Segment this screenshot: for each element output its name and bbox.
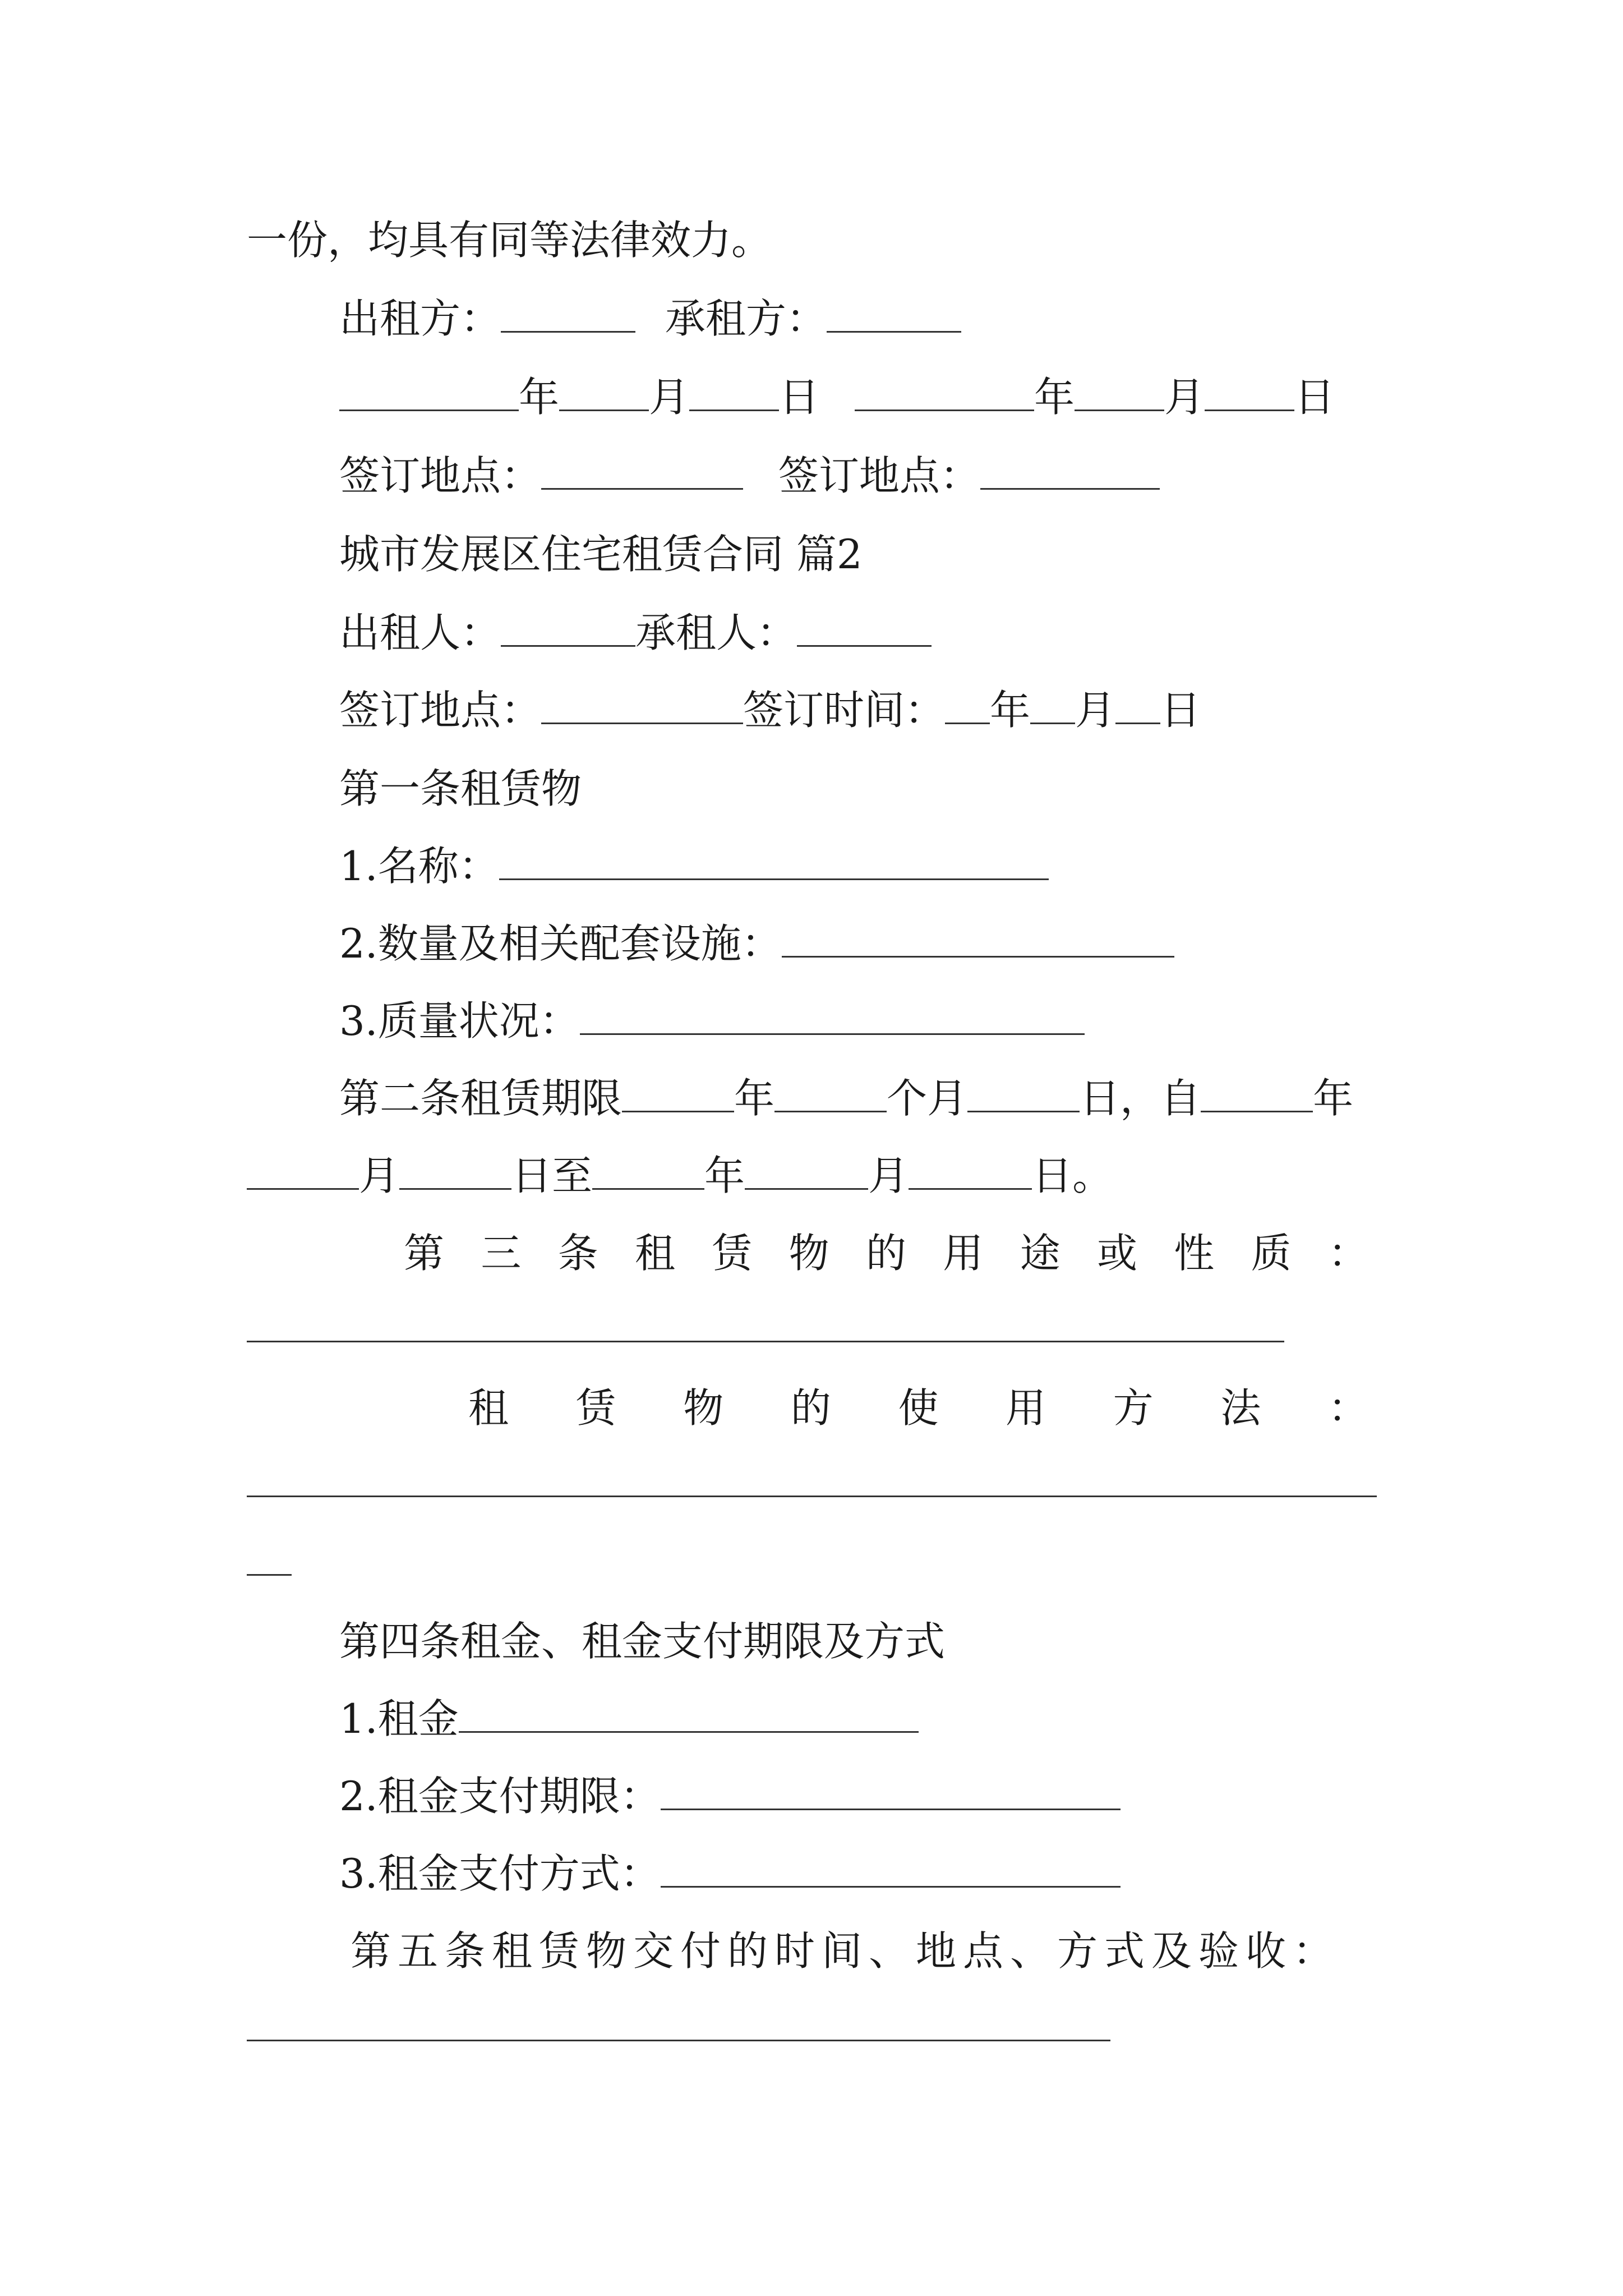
month-blank[interactable] <box>1030 711 1075 724</box>
lessor-blank[interactable] <box>501 320 635 333</box>
sign-place-blank[interactable] <box>541 477 743 490</box>
day-blank[interactable] <box>1115 711 1160 724</box>
char: 质 <box>1251 1230 1292 1277</box>
lessor-blank[interactable] <box>501 634 635 647</box>
char: 方 <box>1113 1384 1154 1432</box>
char: 的 <box>865 1230 906 1277</box>
text-line <box>339 839 1049 893</box>
payment-term-label: 2.租金支付期限： <box>339 1773 661 1820</box>
char: 性 <box>1174 1230 1215 1277</box>
quantity-label: 2.数量及相关配套设施： <box>339 920 782 967</box>
section-title <box>339 527 863 581</box>
month-label: 月 <box>649 374 690 421</box>
lessee-blank[interactable] <box>797 634 932 647</box>
text-line <box>339 292 961 346</box>
from-label: 日，自 <box>1080 1075 1201 1122</box>
payment-term-blank[interactable] <box>661 1797 1121 1810</box>
char: 条 <box>557 1230 598 1277</box>
year-blank[interactable] <box>855 398 1034 411</box>
day-blank[interactable] <box>1205 398 1294 411</box>
char: ： <box>1327 1384 1368 1432</box>
fill-in-line[interactable] <box>247 1574 292 1576</box>
clause-heading <box>351 1924 1340 1978</box>
text-line <box>339 683 1201 737</box>
months-blank[interactable] <box>774 1099 887 1112</box>
lessor-label: 出租方： <box>339 295 501 342</box>
char: 的 <box>790 1384 831 1432</box>
fill-in-line[interactable] <box>247 1341 1284 1342</box>
text-line <box>339 370 1335 424</box>
sign-place-label: 签订地点： <box>339 452 542 499</box>
years-blank[interactable] <box>622 1099 734 1112</box>
clause-heading <box>339 762 582 816</box>
text-line <box>339 449 1160 503</box>
day-label: 日 <box>779 374 820 421</box>
char: 物 <box>683 1384 724 1432</box>
char: 物 <box>789 1230 829 1277</box>
days-blank[interactable] <box>967 1099 1080 1112</box>
char: 三 <box>481 1230 522 1277</box>
year-blank[interactable] <box>945 711 990 724</box>
month-label: 月 <box>1075 687 1116 734</box>
payment-method-label: 3.租金支付方式： <box>339 1850 661 1897</box>
start-year-blank[interactable] <box>1201 1099 1313 1112</box>
clause-heading-text: 第五条租赁物交付的时间、地点、方式及验收： <box>351 1927 1340 1975</box>
day-label: 日。 <box>1032 1152 1113 1199</box>
month-label: 月 <box>868 1152 909 1199</box>
rent-label: 1.租金 <box>339 1695 459 1742</box>
clause-three-heading <box>404 1226 1368 1280</box>
char: 用 <box>1006 1384 1046 1432</box>
lessee-label: 承租人： <box>635 609 797 656</box>
text-line <box>247 213 772 267</box>
char: 途 <box>1020 1230 1061 1277</box>
clause-heading-text: 第四条租金、租金支付期限及方式 <box>339 1618 946 1665</box>
fill-in-line[interactable] <box>247 2040 1110 2041</box>
year-label: 年 <box>519 374 560 421</box>
lessee-blank[interactable] <box>827 320 961 333</box>
sign-time-label: 签订时间： <box>743 687 946 734</box>
start-month-blank[interactable] <box>247 1177 359 1190</box>
text-line <box>339 994 1085 1048</box>
text-line <box>339 917 1174 970</box>
lessor-label: 出租人： <box>339 609 501 656</box>
year-blank[interactable] <box>339 398 519 411</box>
fill-in-line[interactable] <box>247 1496 1377 1497</box>
end-year-blank[interactable] <box>592 1177 704 1190</box>
text-content: 一份，均具有同等法律效力。 <box>247 217 772 264</box>
months-label: 个月 <box>887 1075 968 1122</box>
year-label: 年 <box>1034 374 1075 421</box>
name-label: 1.名称： <box>339 843 499 890</box>
char: 赁 <box>712 1230 753 1277</box>
rent-blank[interactable] <box>459 1720 919 1733</box>
char: 用 <box>943 1230 984 1277</box>
payment-method-blank[interactable] <box>661 1875 1121 1888</box>
month-blank[interactable] <box>1075 398 1164 411</box>
day-label: 日 <box>1294 374 1335 421</box>
char: 使 <box>898 1384 939 1432</box>
quality-label: 3.质量状况： <box>339 997 580 1045</box>
text-line <box>339 1847 1121 1901</box>
day-label: 日 <box>1160 687 1201 734</box>
year-label: 年 <box>990 687 1031 734</box>
day-blank[interactable] <box>689 398 779 411</box>
clause-heading-text: 第一条租赁物 <box>339 765 582 812</box>
quantity-blank[interactable] <box>782 945 1174 958</box>
name-blank[interactable] <box>499 867 1049 880</box>
sign-place-blank[interactable] <box>541 711 743 724</box>
end-month-blank[interactable] <box>745 1177 868 1190</box>
year-label: 年 <box>704 1152 745 1199</box>
month-blank[interactable] <box>559 398 649 411</box>
sign-place-blank[interactable] <box>980 477 1160 490</box>
year-label: 年 <box>734 1075 775 1122</box>
char: 第 <box>404 1230 445 1277</box>
end-day-blank[interactable] <box>909 1177 1032 1190</box>
quality-blank[interactable] <box>580 1022 1085 1035</box>
term-label: 第二条租赁期限 <box>339 1075 623 1122</box>
section-title-text: 城市发展区住宅租赁合同 篇2 <box>339 531 863 578</box>
text-line <box>247 1149 1113 1203</box>
char: 或 <box>1096 1230 1137 1277</box>
usage-method-heading <box>468 1381 1368 1435</box>
char: 法 <box>1220 1384 1261 1432</box>
start-day-blank[interactable] <box>399 1177 511 1190</box>
text-line <box>339 1071 1353 1125</box>
month-label: 月 <box>1164 374 1205 421</box>
char: ： <box>1327 1230 1368 1277</box>
text-line <box>339 1692 919 1746</box>
char: 租 <box>634 1230 675 1277</box>
clause-heading <box>339 1614 945 1668</box>
lessee-label: 承租方： <box>665 295 827 342</box>
char: 租 <box>468 1384 509 1432</box>
text-line <box>339 1769 1121 1823</box>
sign-place-label: 签订地点： <box>778 452 980 499</box>
to-label: 日至 <box>511 1152 593 1199</box>
char: 赁 <box>575 1384 616 1432</box>
year-label: 年 <box>1313 1075 1354 1122</box>
month-label: 月 <box>359 1152 400 1199</box>
text-line <box>339 606 932 660</box>
sign-place-label: 签订地点： <box>339 687 542 734</box>
